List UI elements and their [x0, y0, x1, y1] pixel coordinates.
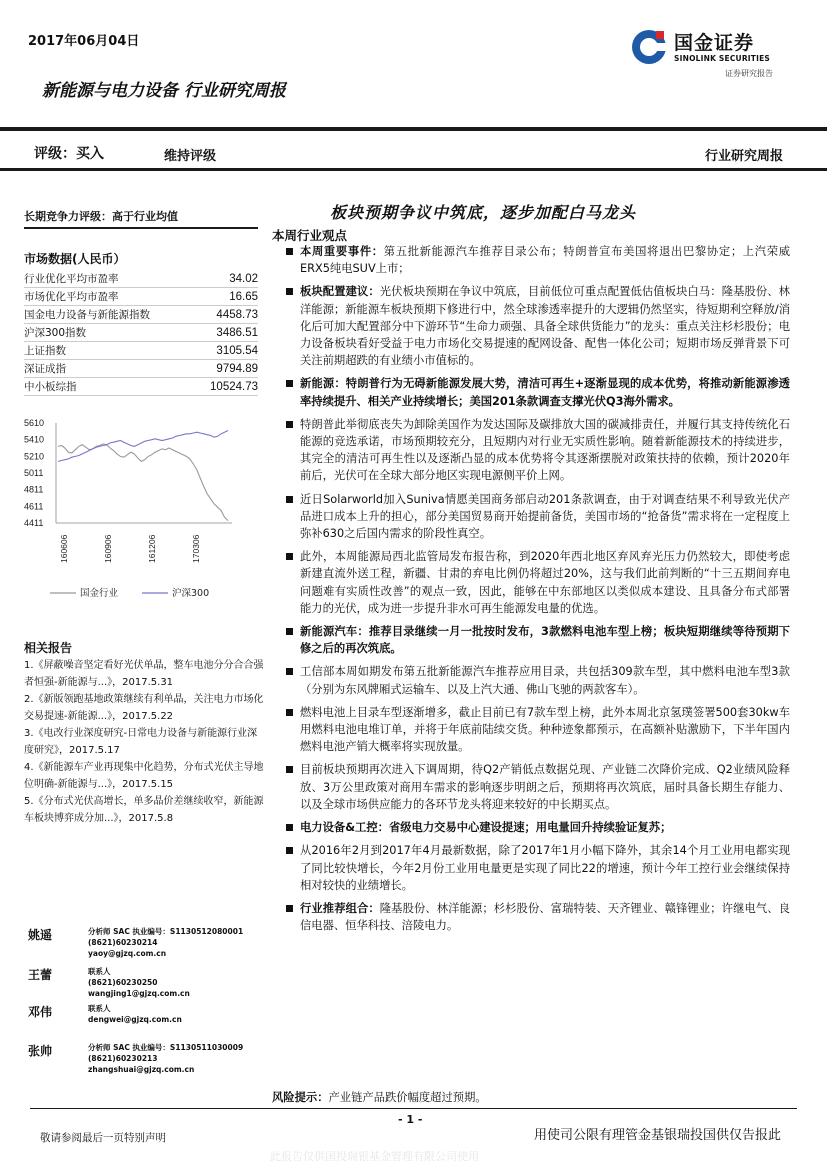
viewpoint-item — [284, 375, 790, 409]
viewpoint-text: 特朗普行为无碍新能源发展大势，清洁可再生+逐渐显现的成本优势，将推动新能源渗透率持续提升、相关产业持续增长；美国201条款调查支撑光伏Q3海外需求。 — [300, 377, 790, 408]
header-rule — [0, 127, 827, 131]
logo-subtitle: 证券研究报告 — [725, 69, 773, 78]
viewpoint-text: 推荐目录继续一月一批按时发布，3款燃料电池车型上榜；板块短期继续等待预期下修之后的再次筑底。 — [300, 625, 790, 656]
viewpoint-text: 第五批新能源汽车推荐目录公布；特朗普宣布美国将退出巴黎协定；上汽荣威ERX5纯电SUV上市； — [300, 245, 790, 276]
market-label: 沪深300指数 — [24, 327, 87, 339]
market-value: 4458.73 — [216, 309, 258, 321]
risk-warning — [272, 1089, 487, 1105]
viewpoint-head: 新能源汽车： — [300, 625, 369, 639]
viewpoint-text: 燃料电池上目录车型逐渐增多，截止目前已有7款车型上榜，此外本周北京氢璞签署500套30kw车用燃料电池电堆订单，并将于年底前陆续交货。种种迹象都预示，在高额补贴激励下，下半年国内燃料电池产销大概率将实现放量。 — [300, 705, 790, 754]
analyst-name: 张帅 — [28, 1044, 53, 1058]
page-number: - 1 - — [398, 1113, 423, 1126]
market-label: 市场优化平均市盈率 — [24, 291, 119, 303]
analyst-email[interactable]: zhangshuai@gjzq.com.cn — [88, 1065, 195, 1074]
viewpoint-text: 目前板块预期再次进入下调周期，待Q2产销低点数据兑现、产业链二次降价完成、Q2业绩风险释放、3万公里政策对商用车需求的影响逐步明朗之后，预期将再次筑底，届时具备长期生存能力、以及全球市场供应能力的各环节龙头将迎来较好的中长期买点。 — [300, 763, 790, 811]
market-row — [24, 288, 258, 306]
x-tick-label: 160906 — [103, 534, 113, 563]
market-label: 上证指数 — [24, 345, 66, 357]
risk-head: 风险提示： — [272, 1091, 329, 1104]
y-tick-label: 5210 — [24, 451, 45, 462]
viewpoint-head: 板块配置建议： — [300, 285, 380, 299]
rating-rule — [0, 168, 827, 171]
analyst-email[interactable]: yaoy@gjzq.com.cn — [88, 949, 167, 958]
viewpoint-item — [284, 548, 790, 617]
viewpoint-item — [284, 761, 790, 813]
analyst-name: 邓伟 — [28, 1005, 53, 1019]
analyst-name: 姚遥 — [28, 928, 53, 942]
logo-en-text: SINOLINK SECURITIES — [674, 54, 771, 63]
legend-label: 沪深300 — [172, 588, 210, 599]
market-value: 3105.54 — [216, 345, 258, 357]
viewpoint-item — [284, 491, 790, 543]
related-report-item: 2.《新版领跑基地政策继续有利单晶，关注电力市场化交易提速-新能源...》，2017.5.22 — [24, 694, 264, 722]
viewpoint-text: 光伏板块预期在争议中筑底，目前低位可重点配置低估值板块白马：隆基股份、林洋能源；新能源车板块预期下修进行中，然全球渗透率提升的大逻辑仍然坚实，待短期利空释放/消化后可加大配置部分中下游环节“生命力顽强、具备全球供货能力”的龙头：重点关注杉杉股份；电力设备板块看好受益于电力市场化交易提速的配网设备、配售一体化公司；短期市场反弹背景下可关注前期超跌的有业绩小市值标的。 — [300, 285, 790, 368]
y-tick-label: 4411 — [24, 518, 44, 528]
x-tick-label: 170306 — [191, 534, 201, 563]
viewpoint-text: 省级电力交易中心建设提速；用电量回升持续验证复苏； — [388, 821, 672, 835]
viewpoint-text: 此外，本周能源局西北监管局发布报告称，到2020年西北地区弃风弃光压力仍然较大，即使考虑新建直流外送工程，新疆、甘肃的弃电比例仍将超过20%，这与我们此前判断的“十三五期间弃电问题难有实质性改善”的观点一致，因此，能够在中东部地区以类似成本建设、且具备分布式部署能力的光伏，成为进一步提升非水可再生能源发电量的优选。 — [300, 550, 790, 615]
maintain-rating: 维持评级 — [164, 149, 217, 164]
footer-rule — [30, 1108, 797, 1109]
viewpoint-head: 行业推荐组合： — [300, 901, 380, 915]
footer-note: 用使司公限有理管金基银瑞投国供仅告报此 — [533, 1128, 781, 1143]
index-chart — [20, 415, 265, 605]
market-row — [24, 270, 258, 288]
report-type: 行业研究周报 — [704, 149, 783, 164]
viewpoint-item — [284, 243, 790, 277]
viewpoint-text: 隆基股份、林洋能源；杉杉股份、富瑞特装、天齐锂业、赣锋锂业；许继电气、良信电器、恒华科技、涪陵电力。 — [300, 901, 790, 933]
y-tick-label: 4611 — [24, 501, 44, 512]
related-report-item: 4.《新能源车产业再现集中化趋势，分布式光伏主导地位明确-新能源与...》，2017.5.15 — [24, 762, 264, 790]
related-report-item: 1.《屏蔽噪音坚定看好光伏单晶，整车电池分分合合强者恒强-新能源与...》，2017.5.31 — [24, 660, 264, 688]
viewpoint-item — [284, 819, 790, 836]
market-data-title: 市场数据(人民币） — [24, 252, 126, 266]
viewpoint-text: 工信部本周如期发布第五批新能源汽车推荐应用目录，共包括309款车型，其中燃料电池车型3款（分别为东风牌厢式运输车、以及上汽大通、佛山飞驰的两款客车）。 — [300, 665, 790, 696]
main-title: 板块预期争议中筑底，逐步加配白马龙头 — [330, 203, 637, 222]
rating: 评级：买入 — [34, 146, 104, 162]
risk-text: 产业链产品跌价幅度超过预期。 — [328, 1091, 487, 1104]
legend-label: 国金行业 — [80, 588, 119, 599]
main-content — [284, 243, 790, 940]
market-label: 中小板综指 — [24, 381, 77, 393]
footer-disclaimer: 敬请参阅最后一页特别声明 — [40, 1132, 166, 1144]
analyst-cert: 联系人 — [88, 1004, 111, 1013]
sidebar-rule — [24, 227, 258, 229]
market-label: 国金电力设备与新能源指数 — [24, 309, 150, 321]
market-row — [24, 360, 258, 378]
market-row — [24, 306, 258, 324]
related-reports — [24, 658, 266, 828]
analyst-email[interactable]: wangjing1@gjzq.com.cn — [88, 989, 190, 998]
report-title: 新能源与电力设备 行业研究周报 — [42, 81, 286, 101]
market-row — [24, 378, 258, 396]
series-line-0 — [58, 444, 228, 521]
index-chart-svg — [20, 415, 265, 605]
analyst-info — [88, 926, 243, 959]
market-label: 行业优化平均市盈率 — [24, 273, 119, 285]
related-reports-title: 相关报告 — [24, 641, 73, 655]
analyst-info — [88, 1042, 243, 1075]
analyst-cert: 分析师 SAC 执业编号：S1130511030009 — [88, 1043, 244, 1052]
x-tick-label: 160606 — [59, 534, 69, 563]
analyst-info — [88, 1003, 182, 1025]
market-value: 3486.51 — [216, 327, 258, 339]
viewpoint-text: 近日Solarworld加入Suniva情愿美国商务部启动201条款调查，由于对调查结果不利导致光伏产品进口成本上升的担心，部分美国贸易商开始提前备货，美国市场的“抢备货”需求将在一定程度上弥补630之后国内需求的阶段性真空。 — [300, 492, 790, 541]
y-tick-label: 5410 — [24, 434, 45, 445]
analyst-info — [88, 966, 190, 999]
market-data-table — [24, 270, 258, 396]
viewpoint-head: 电力设备&工控： — [300, 821, 389, 835]
market-value: 9794.89 — [216, 363, 258, 375]
viewpoint-item — [284, 704, 790, 756]
analyst-phone: (8621)60230214 — [88, 938, 158, 947]
market-row — [24, 324, 258, 342]
analyst-phone: (8621)60230250 — [88, 978, 158, 987]
market-row — [24, 342, 258, 360]
analyst-cert: 分析师 SAC 执业编号：S1130512080001 — [88, 927, 244, 936]
analyst-email[interactable]: dengwei@gjzq.com.cn — [88, 1015, 182, 1024]
analyst-cert: 联系人 — [88, 967, 111, 976]
y-tick-label: 5610 — [24, 418, 45, 428]
viewpoint-head: 本周重要事件： — [300, 245, 384, 258]
logo — [630, 26, 800, 84]
long-term-rating: 长期竞争力评级：高于行业均值 — [24, 210, 178, 223]
viewpoint-item — [284, 663, 790, 697]
viewpoint-item — [284, 283, 790, 369]
viewpoint-head: 新能源： — [300, 377, 346, 391]
viewpoint-text: 特朗普此举彻底丧失为卸除美国作为发达国际及碳排放大国的碳减排责任，并履行其支持传统化石能源的竞选承诺，市场预期较充分，且短期内对行业无实质性影响。随着新能源技术的持续进步，其完全的清洁可再生性以及逐渐凸显的成本优势将令其逐渐摆脱对政策扶持的依赖，预计2020年前后，光伏可在全球大部分地区实现电源侧平价上网。 — [300, 417, 790, 483]
logo-cn-text: 国金证券 — [674, 32, 755, 54]
related-report-item: 5.《分布式光伏高增长，单多晶价差继续收窄，新能源车板块博弈成分加...》，2017.5.8 — [24, 796, 264, 824]
report-date: 2017年06月04日 — [28, 34, 140, 49]
market-value: 16.65 — [229, 291, 258, 303]
logo-mark-icon — [630, 28, 668, 66]
viewpoint-text: 从2016年2月到2017年4月最新数据，除了2017年1月小幅下降外，其余14个月工业用电都实现了同比较快增长，今年2月份工业用电量更是实现了同比22的增速，预计今年工控行业会继续保持相对较快的业绩增长。 — [300, 844, 790, 892]
market-value: 34.02 — [229, 273, 258, 285]
viewpoint-item — [284, 416, 790, 485]
viewpoint-item — [284, 842, 790, 894]
analyst-phone: (8621)60230213 — [88, 1054, 158, 1063]
market-value: 10524.73 — [210, 381, 258, 393]
week-view-heading: 本周行业观点 — [272, 228, 348, 243]
related-report-item: 3.《电改行业深度研究-日常电力设备与新能源行业深度研究》，2017.5.17 — [24, 728, 258, 756]
viewpoint-item — [284, 900, 790, 934]
analyst-name: 王蕾 — [28, 968, 53, 982]
market-label: 深证成指 — [24, 363, 66, 375]
x-tick-label: 161206 — [147, 534, 157, 563]
viewpoint-item — [284, 623, 790, 657]
y-tick-label: 5011 — [24, 467, 44, 478]
watermark: 此报告仅供国投瑞银基金管理有限公司使用 — [270, 1150, 479, 1163]
y-tick-label: 4811 — [24, 484, 44, 495]
